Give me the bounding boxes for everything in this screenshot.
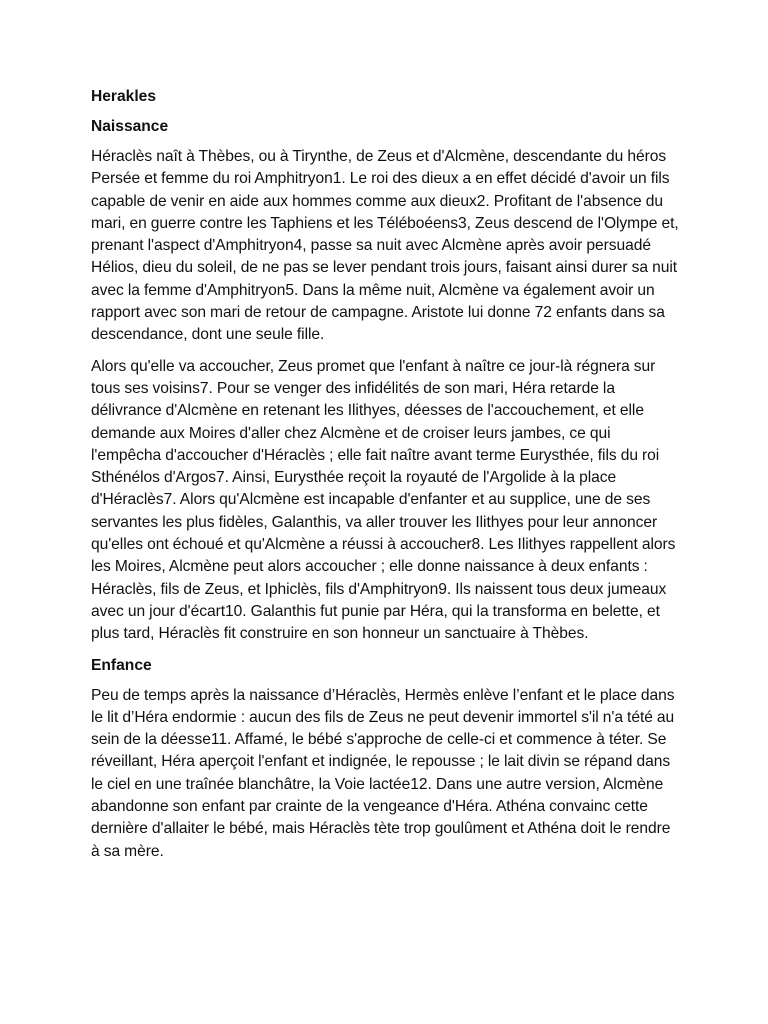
paragraph-naissance-1: Héraclès naît à Thèbes, ou à Tirynthe, de Zeus et d'Alcmène, descendante du héros Persée et femme du roi Amphitryon1. Le roi des dieux a en effet décidé d'avoir un fils capable de venir en aide aux hommes comme aux dieux2. Profitant de l'absence du mari, en guerre contre les Taphiens et les Téléboéens3, Zeus descend de l'Olympe et, prenant l'aspect d'Amphitryon4, passe sa nuit avec Alcmène après avoir persuadé Hélios, dieu du soleil, de ne pas se lever pendant trois jours, faisant ainsi durer sa nuit avec la femme d'Amphitryon5. Dans la même nuit, Alcmène va également avoir un rapport avec son mari de retour de campagne. Aristote lui donne 72 enfants dans sa descendance, dont une seule fille.	[91, 148, 679, 344]
section-heading-naissance: Naissance	[91, 118, 169, 135]
section-heading-enfance: Enfance	[91, 656, 152, 674]
document-title: Herakles	[91, 88, 157, 105]
document-page	[91, 86, 681, 872]
paragraph-enfance-1: Peu de temps après la naissance d’Héraclès, Hermès enlève l’enfant et le place dans le lit d’Héra endormie : aucun des fils de Zeus ne peut devenir immortel s'il n'a tété au sein de la déesse11. Affamé, le bébé s'approche de celle-ci et commence à téter. Se réveillant, Héra aperçoit l'enfant et indignée, le repousse ; le lait divin se répand dans le ciel en une traînée blanchâtre, la Voie lactée12. Dans une autre version, Alcmène abandonne son enfant par crainte de la vengeance d'Héra. Athéna convainc cette dernière d'allaiter le bébé, mais Héraclès tète trop goulûment et Athéna doit le rendre à sa mère.	[91, 686, 675, 860]
paragraph-naissance-2: Alors qu'elle va accoucher, Zeus promet que l'enfant à naître ce jour-là régnera sur tous ses voisins7. Pour se venger des infidélités de son mari, Héra retarde la délivrance d'Alcmène en retenant les Ilithyes, déesses de l'accouchement, et elle demande aux Moires d'aller chez Alcmène et de croiser leurs jambes, ce qui l'empêcha d'accoucher d'Héraclès ; elle fait naître avant terme Eurysthée, fils du roi Sthénélos d'Argos7. Ainsi, Eurysthée reçoit la royauté de l'Argolide à la place d'Héraclès7. Alors qu'Alcmène est incapable d'enfanter et au supplice, une de ses servantes les plus fidèles, Galanthis, va aller trouver les Ilithyes pour leur annoncer qu'elles ont échoué et qu'Alcmène a réussi à accoucher8. Les Ilithyes rappellent alors les Moires, Alcmène peut alors accoucher ; elle donne naissance à deux enfants : Héraclès, fils de Zeus, et Iphiclès, fils d'Amphitryon9. Ils naissent tous deux jumeaux avec un jour d'écart10. Galanthis fut punie par Héra, qui la transforma en belette, et plus tard, Héraclès fit construire en son honneur un sanctuaire à Thèbes.	[91, 357, 676, 643]
